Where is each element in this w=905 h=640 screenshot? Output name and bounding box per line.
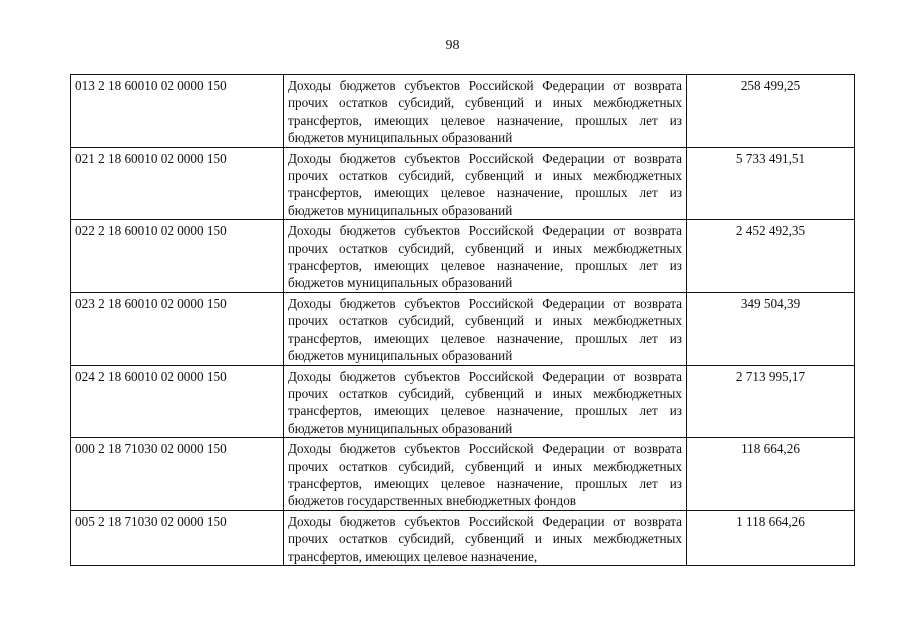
page-number: 98: [445, 38, 460, 53]
table-row: [71, 438, 855, 511]
revenue-description: Доходы бюджетов субъектов Российской Федерации от возврата прочих остатков субсидий, субвенций и иных межбюджетных трансфертов, имеющих целевое назначение, прошлых лет из бюджетов муниципальных образований: [284, 75, 687, 148]
revenue-description: Доходы бюджетов субъектов Российской Федерации от возврата прочих остатков субсидий, субвенций и иных межбюджетных трансфертов, имеющих целевое назначение,: [284, 510, 687, 565]
budget-revenue-table: [70, 74, 855, 566]
revenue-amount: 1 118 664,26: [687, 510, 855, 565]
revenue-description: Доходы бюджетов субъектов Российской Федерации от возврата прочих остатков субсидий, субвенций и иных межбюджетных трансфертов, имеющих целевое назначение, прошлых лет из бюджетов муниципальных образований: [284, 147, 687, 220]
revenue-amount: 118 664,26: [687, 438, 855, 511]
revenue-amount: 5 733 491,51: [687, 147, 855, 220]
revenue-description: Доходы бюджетов субъектов Российской Федерации от возврата прочих остатков субсидий, субвенций и иных межбюджетных трансфертов, имеющих целевое назначение, прошлых лет из бюджетов государственных внебюджетных фондов: [284, 438, 687, 511]
revenue-description: Доходы бюджетов субъектов Российской Федерации от возврата прочих остатков субсидий, субвенций и иных межбюджетных трансфертов, имеющих целевое назначение, прошлых лет из бюджетов муниципальных образований: [284, 365, 687, 438]
budget-classification-code: 000 2 18 71030 02 0000 150: [71, 438, 284, 511]
table-row: [71, 220, 855, 293]
budget-classification-code: 024 2 18 60010 02 0000 150: [71, 365, 284, 438]
budget-classification-code: 013 2 18 60010 02 0000 150: [71, 75, 284, 148]
table-row: [71, 292, 855, 365]
revenue-amount: 258 499,25: [687, 75, 855, 148]
budget-classification-code: 022 2 18 60010 02 0000 150: [71, 220, 284, 293]
revenue-amount: 349 504,39: [687, 292, 855, 365]
table-row: [71, 510, 855, 565]
table-row: [71, 147, 855, 220]
budget-classification-code: 023 2 18 60010 02 0000 150: [71, 292, 284, 365]
budget-classification-code: 005 2 18 71030 02 0000 150: [71, 510, 284, 565]
revenue-amount: 2 452 492,35: [687, 220, 855, 293]
revenue-description: Доходы бюджетов субъектов Российской Федерации от возврата прочих остатков субсидий, субвенций и иных межбюджетных трансфертов, имеющих целевое назначение, прошлых лет из бюджетов муниципальных образований: [284, 220, 687, 293]
revenue-amount: 2 713 995,17: [687, 365, 855, 438]
budget-classification-code: 021 2 18 60010 02 0000 150: [71, 147, 284, 220]
revenue-description: Доходы бюджетов субъектов Российской Федерации от возврата прочих остатков субсидий, субвенций и иных межбюджетных трансфертов, имеющих целевое назначение, прошлых лет из бюджетов муниципальных образований: [284, 292, 687, 365]
table-row: [71, 75, 855, 148]
table-row: [71, 365, 855, 438]
